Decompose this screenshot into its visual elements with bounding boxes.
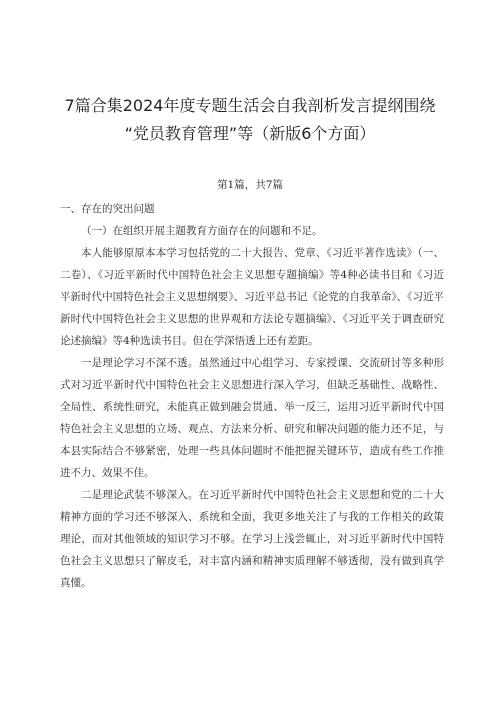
subsection-heading: （一）在组织开展主题教育方面存在的问题和不足。 — [81, 225, 323, 237]
document-title-line-1: 7篇合集2024年度专题生活会自我剖析发言提纲围绕 — [64, 96, 436, 115]
paragraph-1: 本人能够原原本本学习包括党的二十大报告、党章、《习近平著作选读》（一、二卷）、《习近平新时代中国特色社会主义思想专题摘编》等4种必读书目和《习近平新时代中国特色社会主义思想纲要》、习近平总书记《论党的自我革命》、《习近平新时代中国特色社会主义思想的世界观和方法论专题摘编》、《习近平关于调查研究论述摘编》等4种选读书目。但在学深悟透上还有差距。 — [60, 247, 444, 347]
section-heading: 一、存在的突出问题 — [60, 203, 155, 215]
document-body — [60, 198, 444, 594]
part-indicator: 第1篇，共7篇 — [217, 179, 283, 191]
paragraph-2: 一是理论学习不深不透。虽然通过中心组学习、专家授课、交流研讨等多种形式对习近平新时代中国特色社会主义思想进行深入学习，但缺乏基础性、战略性、全局性、系统性研究，未能真正做到融会贯通、举一反三，运用习近平新时代中国特色社会主义思想的立场、观点、方法来分析、研究和解决问题的能力还不足，与本县实际结合不够紧密，处理一些具体问题时不能把握关键环节，造成有些工作推进不力、效果不佳。 — [60, 357, 444, 479]
document-title-line-2: “党员教育管理”等（新版6个方面） — [124, 124, 376, 143]
paragraph-3: 二是理论武装不够深入。在习近平新时代中国特色社会主义思想和党的二十大精神方面的学习还不够深入、系统和全面，我更多地关注了与我的工作相关的政策理论，而对其他领域的知识学习不够。在学习上浅尝辄止，对习近平新时代中国特色社会主义思想只了解皮毛，对丰富内涵和精神实质理解不够透彻，没有做到真学真懂。 — [60, 489, 444, 589]
